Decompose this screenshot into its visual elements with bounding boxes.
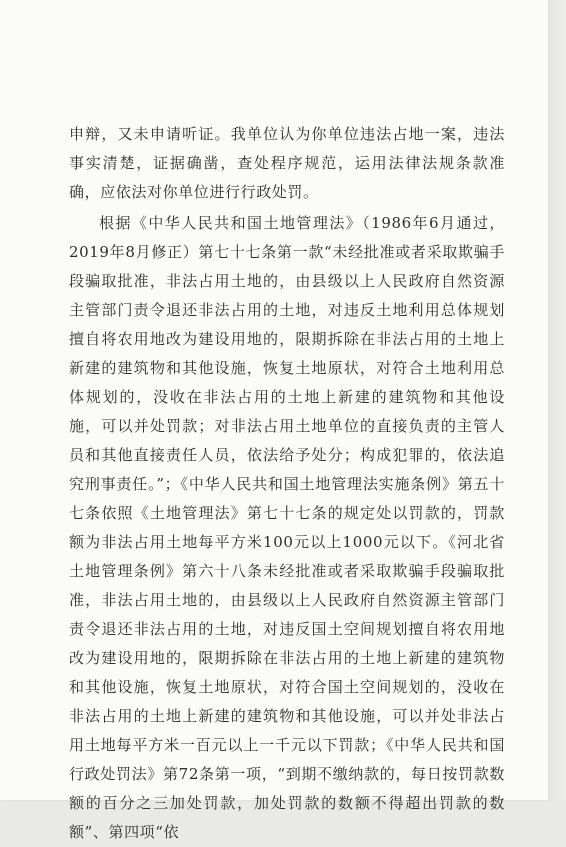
page-edge — [548, 0, 566, 800]
paragraph-conclusion: 申辩，又未申请听证。我单位认为你单位违法占地一案，违法事实清楚，证据确凿，查处程序规范，运用法律法规条款准确，应依法对你单位进行行政处罚。 — [69, 125, 505, 201]
document-body — [69, 120, 505, 847]
paragraph-legal-basis: 根据《中华人民共和国土地管理法》（1986年6月通过，2019年8月修正）第七十七条第一款“未经批准或者采取欺骗手段骗取批准，非法占用土地的，由县级以上人民政府自然资源主管部门责令退还非法占用的土地，对违反土地利用总体规划擅自将农用地改为建设用地的，限期拆除在非法占用的土地上新建的建筑物和其他设施，恢复土地原状，对符合土地利用总体规划的，没收在非法占用的土地上新建的建筑物和其他设施，可以并处罚款；对非法占用土地单位的直接负责的主管人员和其他直接责任人员，依法给予处分；构成犯罪的，依法追究刑事责任。”；《中华人民共和国土地管理法实施条例》第五十七条依照《土地管理法》第七十七条的规定处以罚款的，罚款额为非法占用土地每平方米100元以上1000元以下。《河北省土地管理条例》第六十八条未经批准或者采取欺骗手段骗取批准，非法占用土地的，由县级以上人民政府自然资源主管部门责令退还非法占用的土地，对违反国土空间规划擅自将农用地改为建设用地的，限期拆除在非法占用的土地上新建的建筑物和其他设施，恢复土地原状，对符合国土空间规划的，没收在非法占用的土地上新建的建筑物和其他设施，可以并处非法占用土地每平方米一百元以上一千元以下罚款；《中华人民共和国行政处罚法》第72条第一项，“到期不缴纳款的，每日按罚款数额的百分之三加处罚款，加处罚款的数额不得超出罚款的数额”、第四项“依 — [69, 214, 505, 841]
